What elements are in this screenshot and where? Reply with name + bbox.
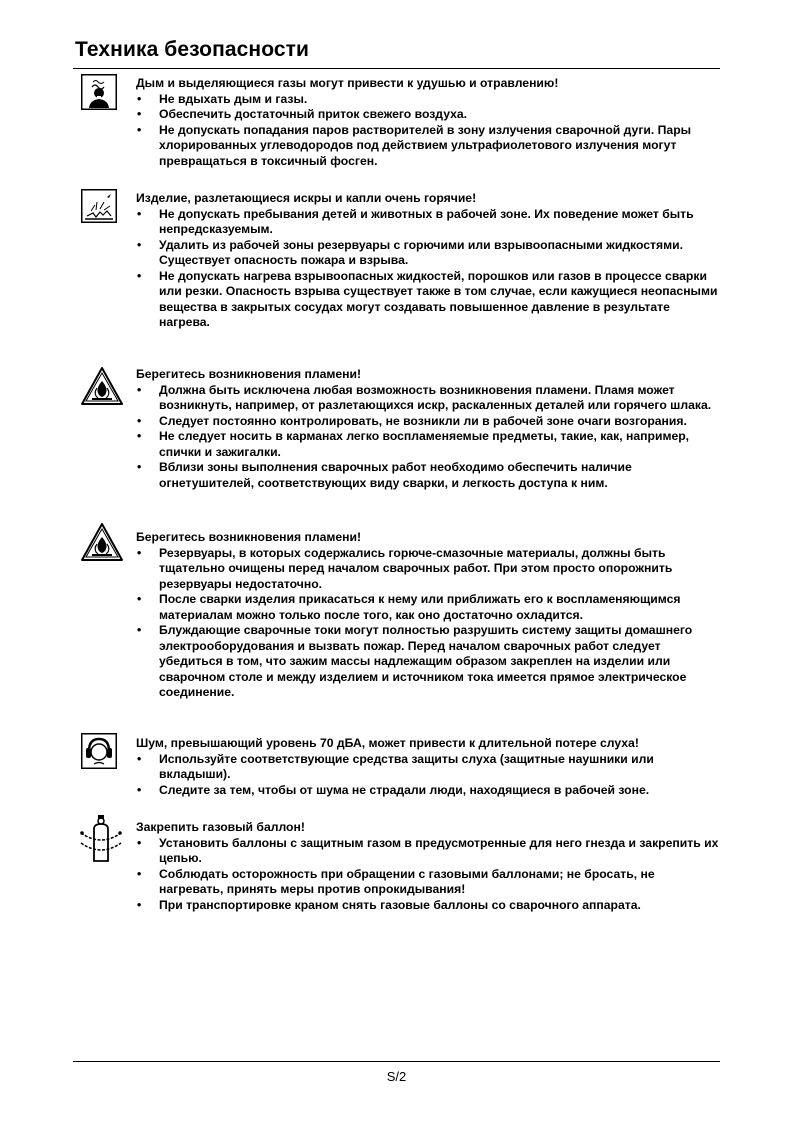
section-flame-1 bbox=[136, 367, 721, 491]
list-item: • Резервуары, в которых содержались горюче-смазочные материалы, должны быть тщательно очищены перед началом сварочных работ. При этом просто опорожнить резервуары недостаточно. bbox=[136, 546, 721, 593]
section-heading: Берегитесь возникновения пламени! bbox=[136, 530, 362, 544]
section-heading: Закрепить газовый баллон! bbox=[136, 820, 305, 834]
list-item: • Соблюдать осторожность при обращении с газовыми баллонами; не бросать, не нагревать, принять меры против опрокидывания! bbox=[136, 867, 721, 898]
top-divider bbox=[73, 68, 720, 69]
list-item: • При транспортировке краном снять газовые баллоны со сварочного аппарата. bbox=[136, 898, 721, 914]
section-heading: Берегитесь возникновения пламени! bbox=[136, 367, 362, 381]
list-item: • Не допускать пребывания детей и животных в рабочей зоне. Их поведение может быть непредсказуемым. bbox=[136, 207, 721, 238]
list-item: • Не вдыхать дым и газы. bbox=[136, 92, 721, 108]
section-heading: Изделие, разлетающиеся искры и капли очень горячие! bbox=[136, 191, 477, 205]
list-item: • После сварки изделия прикасаться к нему или приближать его к воспламеняющимся материалам можно только после того, как оно достаточно охладится. bbox=[136, 592, 721, 623]
list-item: • Не допускать нагрева взрывоопасных жидкостей, порошков или газов в процессе сварки или резки. Опасность взрыва существует также в том случае, если кажущиеся неопасными вещества в закрытых сосудах могут создавать повышенное давление в результате нагрева. bbox=[136, 269, 721, 331]
ear-protection-icon bbox=[81, 733, 117, 769]
section-noise bbox=[136, 736, 721, 798]
hot-sparks-icon bbox=[81, 189, 117, 223]
section-heading: Дым и выделяющиеся газы могут привести к удушью и отравлению! bbox=[136, 76, 559, 90]
section-hot-sparks bbox=[136, 191, 721, 331]
list-item: • Обеспечить достаточный приток свежего воздуха. bbox=[136, 107, 721, 123]
list-item: • Следите за тем, чтобы от шума не страдали люди, находящиеся в рабочей зоне. bbox=[136, 783, 721, 799]
section-note: Существует опасность пожара и взрыва. bbox=[159, 253, 409, 267]
list-item: • Установить баллоны с защитным газом в предусмотренные для него гнезда и закрепить их цепью. bbox=[136, 836, 721, 867]
list-item: • Не допускать попадания паров растворителей в зону излучения сварочной дуги. Пары хлорированных углеводородов под действием ультрафиолетового излучения могут превращаться в токсичный фосген. bbox=[136, 123, 721, 170]
gas-cylinder-chain-icon bbox=[79, 813, 123, 865]
section-fumes bbox=[136, 76, 721, 169]
list-item: • Вблизи зоны выполнения сварочных работ необходимо обеспечить наличие огнетушителей, соответствующих виду сварки, и легкость доступа к ним. bbox=[136, 460, 721, 491]
flame-warning-icon bbox=[80, 522, 124, 562]
list-item: • Удалить из рабочей зоны резервуары с горючими или взрывоопасными жидкостями. bbox=[136, 238, 721, 254]
list-item: • Не следует носить в карманах легко воспламеняемые предметы, такие, как, например, спички и зажигалки. bbox=[136, 429, 721, 460]
list-item: • Блуждающие сварочные токи могут полностью разрушить систему защиты домашнего электрооборудования и вызвать пожар. Перед началом сварочных работ следует убедиться в том, что зажим массы надлежащим образом закреплен на изделии или сварочном столе и между изделием и источником тока имеется прямое электрическое соединение. bbox=[136, 623, 721, 701]
list-item: • Должна быть исключена любая возможность возникновения пламени. Пламя может возникнуть, например, от разлетающихся искр, раскаленных деталей или горячего шлака. bbox=[136, 383, 721, 414]
fume-inhalation-icon bbox=[81, 74, 117, 110]
section-flame-2 bbox=[136, 530, 721, 701]
list-item: • Используйте соответствующие средства защиты слуха (защитные наушники или вкладыши). bbox=[136, 752, 721, 783]
page-number: S/2 bbox=[386, 1069, 407, 1084]
flame-warning-icon bbox=[80, 366, 124, 406]
page-title: Техника безопасности bbox=[75, 38, 310, 61]
section-gas-cylinder bbox=[136, 820, 721, 913]
list-item: • Следует постоянно контролировать, не возникли ли в рабочей зоне очаги возгорания. bbox=[136, 414, 721, 430]
section-heading: Шум, превышающий уровень 70 дБА, может привести к длительной потере слуха! bbox=[136, 736, 639, 750]
bottom-divider bbox=[73, 1061, 720, 1062]
